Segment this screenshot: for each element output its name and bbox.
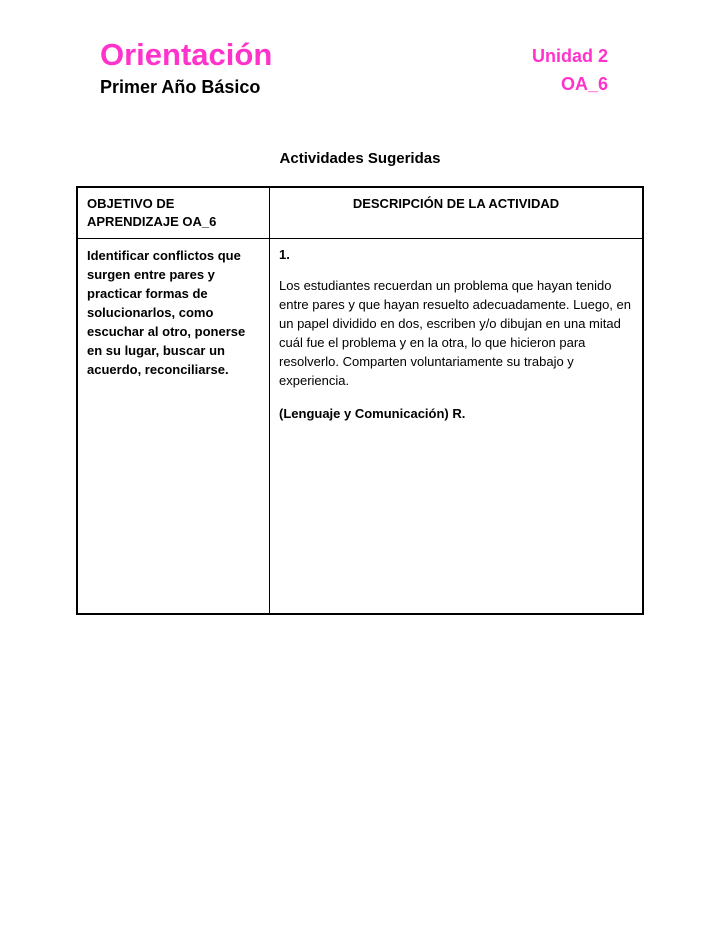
- activity-note: (Lenguaje y Comunicación) R.: [279, 406, 466, 421]
- activity-number: 1.: [279, 247, 290, 262]
- document-header: [76, 38, 644, 110]
- page-subtitle: Primer Año Básico: [100, 77, 261, 97]
- header-left-block: [100, 38, 272, 98]
- objective-text: Identificar conflictos que surgen entre pares y practicar formas de solucionarlos, como escuchar al otro, ponerse en su lugar, buscar un acuerdo, reconciliarse.: [78, 239, 270, 614]
- table-header-row: [78, 188, 643, 239]
- activities-table-wrapper: [76, 186, 644, 615]
- table-row: [78, 239, 643, 614]
- table-header-description: DESCRIPCIÓN DE LA ACTIVIDAD: [270, 188, 643, 239]
- activities-table: [77, 187, 643, 614]
- activity-cell: [270, 239, 643, 614]
- page-title: Orientación: [100, 37, 273, 72]
- oa-label: OA_6: [560, 74, 608, 94]
- activity-text: Los estudiantes recuerdan un problema que hayan tenido entre pares y que hayan resuelto adecuadamente. Luego, en un papel dividido en dos, escriben y/o dibujan en una mitad cuál fue el problema y en la otra, lo que hicieron para resolverlo. Comparten voluntariamente su trabajo y experiencia.: [279, 278, 631, 388]
- table-header-objective: OBJETIVO DE APRENDIZAJE OA_6: [78, 188, 270, 239]
- unit-label: Unidad 2: [531, 46, 608, 66]
- header-right-block: [532, 44, 608, 96]
- section-title: Actividades Sugeridas: [279, 150, 441, 167]
